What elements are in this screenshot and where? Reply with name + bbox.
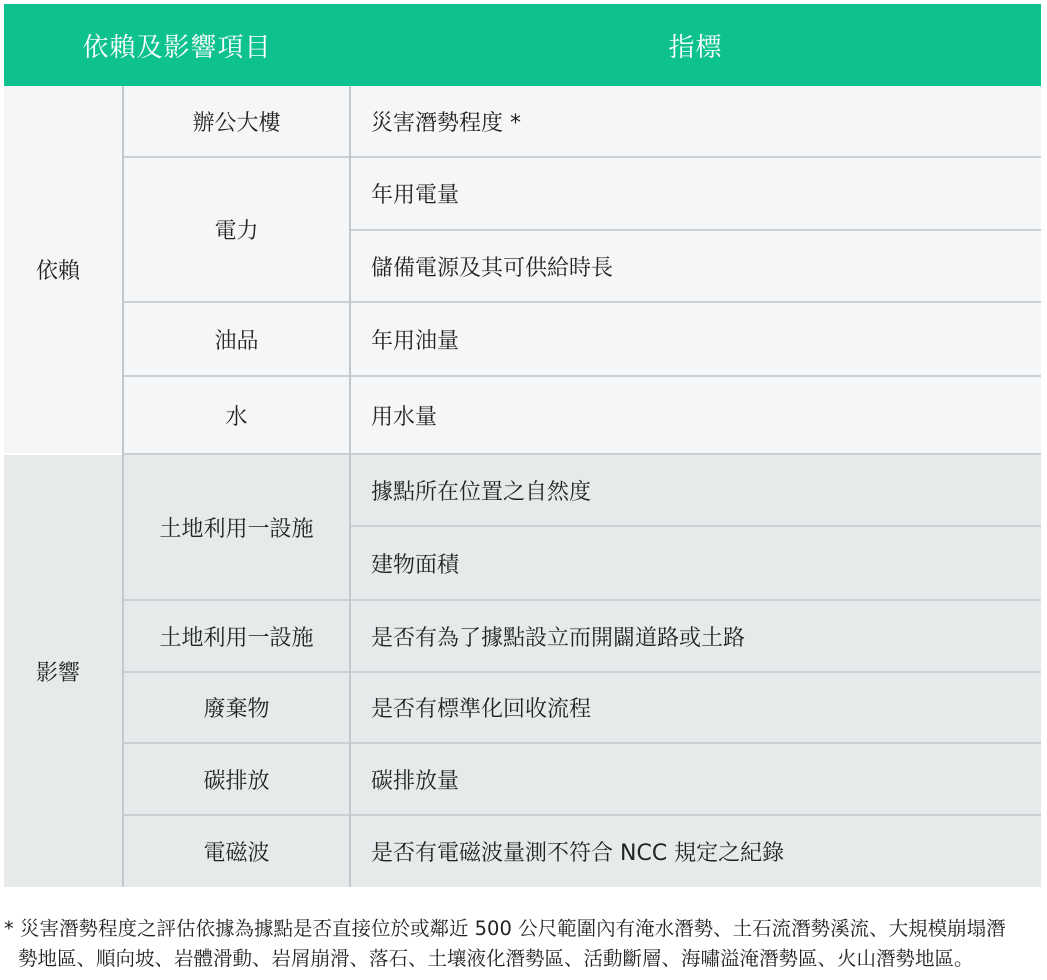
table-row [4,454,1041,526]
sub-item-land-use: 土地利用一設施 [123,454,350,600]
table-row [4,376,1041,454]
category-impact: 影響 [4,454,123,887]
indicator-cell: 碳排放量 [350,743,1041,815]
sub-item-water: 水 [123,376,350,454]
indicator-cell: 是否有電磁波量測不符合 NCC 規定之紀錄 [350,815,1041,887]
sub-item-carbon: 碳排放 [123,743,350,815]
table-row [4,815,1041,887]
indicator-cell: 儲備電源及其可供給時長 [350,230,1041,302]
sub-item-waste: 廢棄物 [123,672,350,743]
header-indicator: 指標 [350,4,1041,86]
indicator-cell: 年用油量 [350,302,1041,376]
table-row [4,672,1041,743]
header-items: 依賴及影響項目 [4,4,350,86]
indicator-cell: 災害潛勢程度 * [350,86,1041,157]
indicator-cell: 是否有標準化回收流程 [350,672,1041,743]
footnote-line-2: 勢地區、順向坡、岩體滑動、岩屑崩滑、落石、土壤液化潛勢區、活動斷層、海嘯溢淹潛勢區、火山潛勢地區。 [18,947,974,970]
sub-item-electricity: 電力 [123,157,350,302]
table-row [4,86,1041,157]
sub-item-oil: 油品 [123,302,350,376]
indicator-cell: 用水量 [350,376,1041,454]
category-dependency: 依賴 [4,86,123,454]
table-header-row [4,4,1041,86]
table-row [4,302,1041,376]
indicator-cell: 建物面積 [350,526,1041,600]
sub-item-land-use-roads: 土地利用一設施 [123,600,350,672]
table-row [4,157,1041,230]
sub-item-electromagnetic: 電磁波 [123,815,350,887]
table-row [4,743,1041,815]
indicator-cell: 是否有為了據點設立而開闢道路或土路 [350,600,1041,672]
indicator-cell: 年用電量 [350,157,1041,230]
sub-item-office: 辦公大樓 [123,86,350,157]
footnote-line-1: * 災害潛勢程度之評估依據為據點是否直接位於或鄰近 500 公尺範圍內有淹水潛勢、土石流潛勢溪流、大規模崩塌潛 [4,917,1006,940]
dependency-impact-table [4,4,1041,887]
footnote [4,914,1042,974]
indicator-cell: 據點所在位置之自然度 [350,454,1041,526]
table-row [4,600,1041,672]
